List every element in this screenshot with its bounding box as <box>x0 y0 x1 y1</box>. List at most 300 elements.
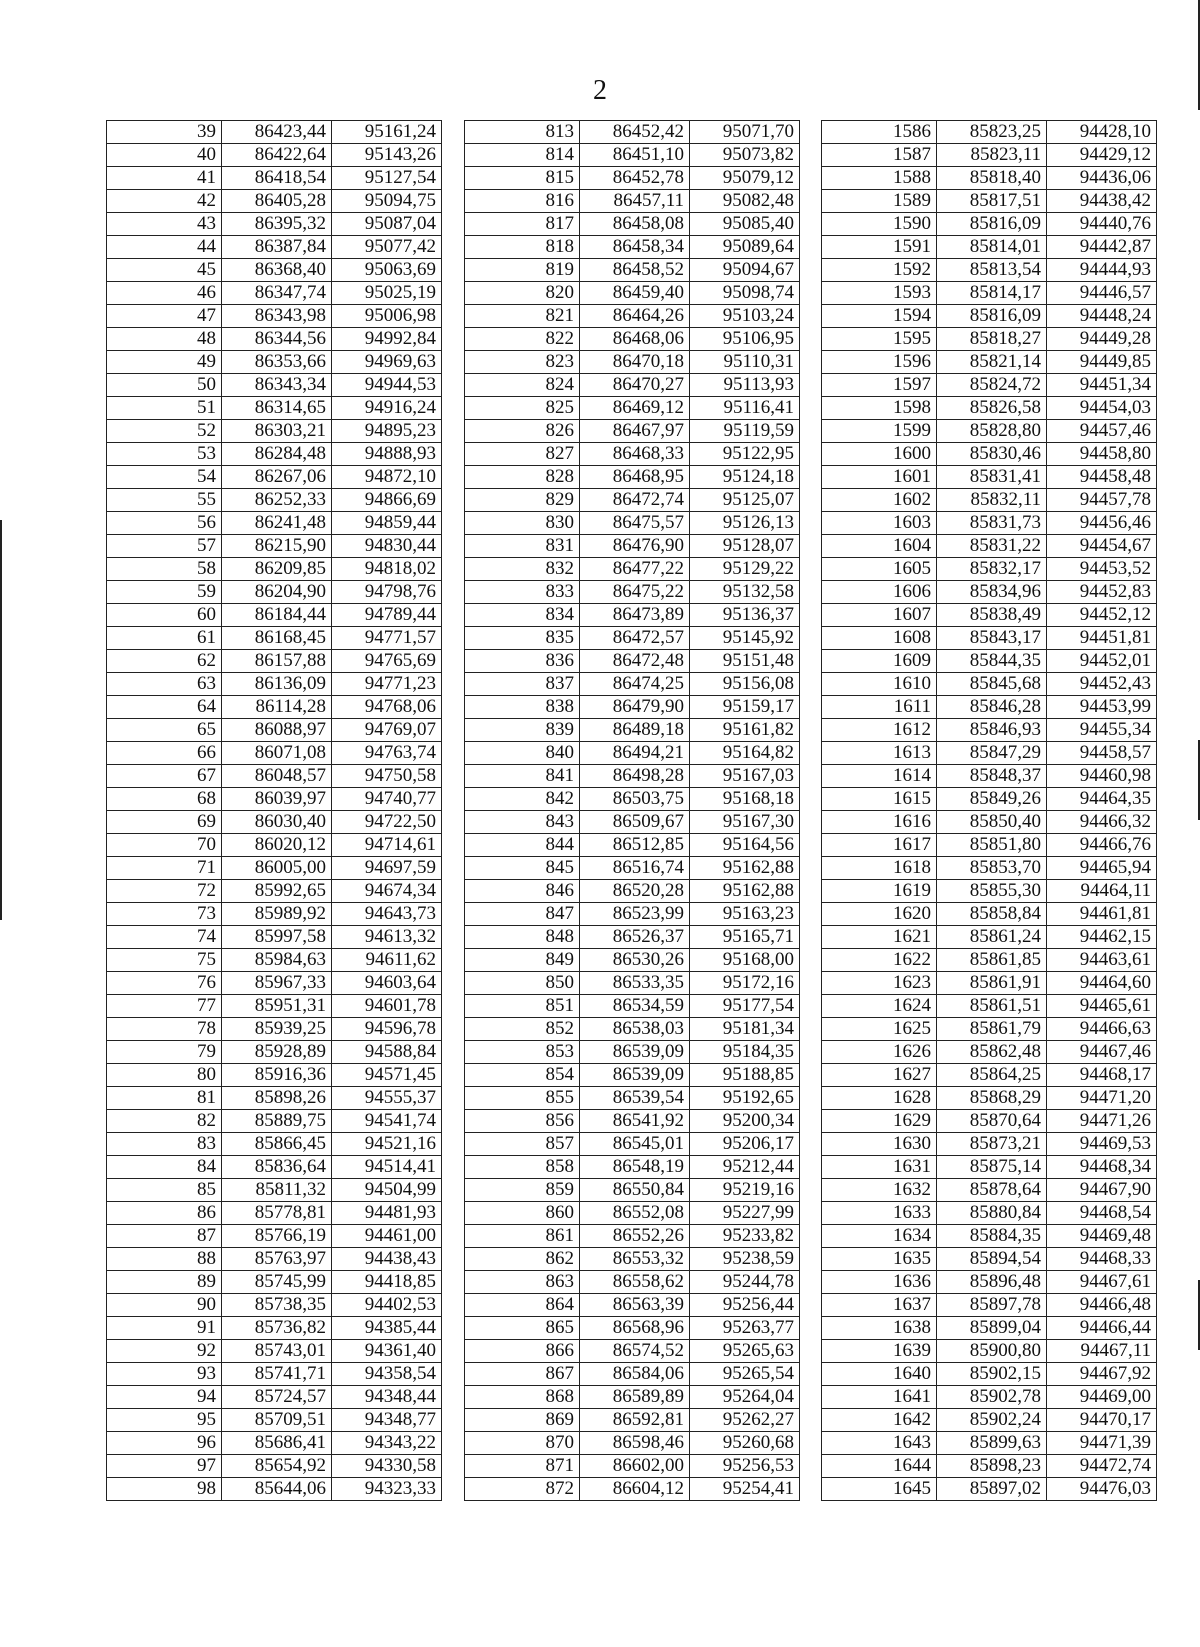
table-row <box>465 903 800 926</box>
x-coordinate-cell: 86498,28 <box>580 765 690 788</box>
point-number-cell: 43 <box>107 213 222 236</box>
x-coordinate-cell: 86136,09 <box>222 673 332 696</box>
y-coordinate-cell: 94768,06 <box>332 696 442 719</box>
x-coordinate-cell: 86468,95 <box>580 466 690 489</box>
x-coordinate-cell: 86209,85 <box>222 558 332 581</box>
y-coordinate-cell: 94471,20 <box>1047 1087 1157 1110</box>
y-coordinate-cell: 95006,98 <box>332 305 442 328</box>
point-number-cell: 80 <box>107 1064 222 1087</box>
x-coordinate-cell: 86470,27 <box>580 374 690 397</box>
y-coordinate-cell: 95151,48 <box>690 650 800 673</box>
table-row <box>465 673 800 696</box>
point-number-cell: 65 <box>107 719 222 742</box>
point-number-cell: 845 <box>465 857 580 880</box>
y-coordinate-cell: 94798,76 <box>332 581 442 604</box>
point-number-cell: 837 <box>465 673 580 696</box>
point-number-cell: 39 <box>107 121 222 144</box>
table-row <box>822 144 1157 167</box>
point-number-cell: 1605 <box>822 558 937 581</box>
point-number-cell: 1589 <box>822 190 937 213</box>
y-coordinate-cell: 94464,35 <box>1047 788 1157 811</box>
x-coordinate-cell: 85897,78 <box>937 1294 1047 1317</box>
point-number-cell: 863 <box>465 1271 580 1294</box>
x-coordinate-cell: 85843,17 <box>937 627 1047 650</box>
y-coordinate-cell: 95206,17 <box>690 1133 800 1156</box>
y-coordinate-cell: 94468,34 <box>1047 1156 1157 1179</box>
x-coordinate-cell: 85823,11 <box>937 144 1047 167</box>
table-row <box>465 558 800 581</box>
x-coordinate-cell: 85743,01 <box>222 1340 332 1363</box>
y-coordinate-cell: 95263,77 <box>690 1317 800 1340</box>
table-row <box>465 1317 800 1340</box>
table-row <box>822 972 1157 995</box>
point-number-cell: 79 <box>107 1041 222 1064</box>
x-coordinate-cell: 85811,32 <box>222 1179 332 1202</box>
x-coordinate-cell: 86539,09 <box>580 1064 690 1087</box>
table-row <box>107 1478 442 1501</box>
table-row <box>465 259 800 282</box>
point-number-cell: 81 <box>107 1087 222 1110</box>
table-row <box>822 650 1157 673</box>
table-row <box>822 1340 1157 1363</box>
x-coordinate-cell: 86548,19 <box>580 1156 690 1179</box>
point-number-cell: 1599 <box>822 420 937 443</box>
point-number-cell: 846 <box>465 880 580 903</box>
y-coordinate-cell: 94348,77 <box>332 1409 442 1432</box>
scan-edge-mark <box>0 520 2 920</box>
y-coordinate-cell: 94343,22 <box>332 1432 442 1455</box>
coordinates-table-2 <box>464 120 800 1501</box>
y-coordinate-cell: 95127,54 <box>332 167 442 190</box>
point-number-cell: 1590 <box>822 213 937 236</box>
point-number-cell: 813 <box>465 121 580 144</box>
point-number-cell: 871 <box>465 1455 580 1478</box>
x-coordinate-cell: 85897,02 <box>937 1478 1047 1501</box>
point-number-cell: 1586 <box>822 121 937 144</box>
x-coordinate-cell: 85817,51 <box>937 190 1047 213</box>
y-coordinate-cell: 95164,82 <box>690 742 800 765</box>
y-coordinate-cell: 95063,69 <box>332 259 442 282</box>
x-coordinate-cell: 86475,57 <box>580 512 690 535</box>
table-row <box>107 1133 442 1156</box>
x-coordinate-cell: 85894,54 <box>937 1248 1047 1271</box>
y-coordinate-cell: 94456,46 <box>1047 512 1157 535</box>
point-number-cell: 1597 <box>822 374 937 397</box>
x-coordinate-cell: 85736,82 <box>222 1317 332 1340</box>
point-number-cell: 41 <box>107 167 222 190</box>
x-coordinate-cell: 85846,93 <box>937 719 1047 742</box>
point-number-cell: 1635 <box>822 1248 937 1271</box>
x-coordinate-cell: 86574,52 <box>580 1340 690 1363</box>
point-number-cell: 1632 <box>822 1179 937 1202</box>
table-row <box>107 1317 442 1340</box>
table-row <box>822 995 1157 1018</box>
point-number-cell: 88 <box>107 1248 222 1271</box>
table-row <box>107 1432 442 1455</box>
x-coordinate-cell: 85967,33 <box>222 972 332 995</box>
table-row <box>107 282 442 305</box>
x-coordinate-cell: 86592,81 <box>580 1409 690 1432</box>
y-coordinate-cell: 95159,17 <box>690 696 800 719</box>
point-number-cell: 825 <box>465 397 580 420</box>
y-coordinate-cell: 94466,32 <box>1047 811 1157 834</box>
y-coordinate-cell: 95181,34 <box>690 1018 800 1041</box>
x-coordinate-cell: 85900,80 <box>937 1340 1047 1363</box>
y-coordinate-cell: 94771,57 <box>332 627 442 650</box>
y-coordinate-cell: 94467,46 <box>1047 1041 1157 1064</box>
point-number-cell: 82 <box>107 1110 222 1133</box>
y-coordinate-cell: 95227,99 <box>690 1202 800 1225</box>
x-coordinate-cell: 86473,89 <box>580 604 690 627</box>
table-row <box>465 1087 800 1110</box>
point-number-cell: 862 <box>465 1248 580 1271</box>
x-coordinate-cell: 86602,00 <box>580 1455 690 1478</box>
table-row <box>465 1386 800 1409</box>
table-row <box>465 765 800 788</box>
table-row <box>465 1409 800 1432</box>
x-coordinate-cell: 85902,78 <box>937 1386 1047 1409</box>
x-coordinate-cell: 86512,85 <box>580 834 690 857</box>
point-number-cell: 822 <box>465 328 580 351</box>
x-coordinate-cell: 86030,40 <box>222 811 332 834</box>
point-number-cell: 1631 <box>822 1156 937 1179</box>
y-coordinate-cell: 94436,06 <box>1047 167 1157 190</box>
x-coordinate-cell: 86343,34 <box>222 374 332 397</box>
table-row <box>822 926 1157 949</box>
y-coordinate-cell: 94451,81 <box>1047 627 1157 650</box>
y-coordinate-cell: 94452,83 <box>1047 581 1157 604</box>
point-number-cell: 95 <box>107 1409 222 1432</box>
x-coordinate-cell: 86474,25 <box>580 673 690 696</box>
point-number-cell: 69 <box>107 811 222 834</box>
point-number-cell: 1609 <box>822 650 937 673</box>
y-coordinate-cell: 94469,00 <box>1047 1386 1157 1409</box>
point-number-cell: 1608 <box>822 627 937 650</box>
x-coordinate-cell: 86520,28 <box>580 880 690 903</box>
y-coordinate-cell: 94452,01 <box>1047 650 1157 673</box>
x-coordinate-cell: 86241,48 <box>222 512 332 535</box>
table-row <box>822 351 1157 374</box>
y-coordinate-cell: 94771,23 <box>332 673 442 696</box>
x-coordinate-cell: 86489,18 <box>580 719 690 742</box>
y-coordinate-cell: 95110,31 <box>690 351 800 374</box>
point-number-cell: 53 <box>107 443 222 466</box>
x-coordinate-cell: 86541,92 <box>580 1110 690 1133</box>
x-coordinate-cell: 85861,85 <box>937 949 1047 972</box>
y-coordinate-cell: 94789,44 <box>332 604 442 627</box>
point-number-cell: 61 <box>107 627 222 650</box>
x-coordinate-cell: 86568,96 <box>580 1317 690 1340</box>
point-number-cell: 1620 <box>822 903 937 926</box>
y-coordinate-cell: 94944,53 <box>332 374 442 397</box>
table-row <box>107 489 442 512</box>
x-coordinate-cell: 85861,91 <box>937 972 1047 995</box>
table-row <box>107 443 442 466</box>
x-coordinate-cell: 85951,31 <box>222 995 332 1018</box>
x-coordinate-cell: 85832,11 <box>937 489 1047 512</box>
table-row <box>107 190 442 213</box>
point-number-cell: 77 <box>107 995 222 1018</box>
x-coordinate-cell: 85834,96 <box>937 581 1047 604</box>
x-coordinate-cell: 85984,63 <box>222 949 332 972</box>
x-coordinate-cell: 85861,24 <box>937 926 1047 949</box>
x-coordinate-cell: 86472,57 <box>580 627 690 650</box>
point-number-cell: 64 <box>107 696 222 719</box>
x-coordinate-cell: 85850,40 <box>937 811 1047 834</box>
point-number-cell: 821 <box>465 305 580 328</box>
y-coordinate-cell: 95254,41 <box>690 1478 800 1501</box>
x-coordinate-cell: 85898,26 <box>222 1087 332 1110</box>
x-coordinate-cell: 85896,48 <box>937 1271 1047 1294</box>
y-coordinate-cell: 95256,53 <box>690 1455 800 1478</box>
y-coordinate-cell: 95071,70 <box>690 121 800 144</box>
table-row <box>465 512 800 535</box>
y-coordinate-cell: 94458,80 <box>1047 443 1157 466</box>
x-coordinate-cell: 86303,21 <box>222 420 332 443</box>
x-coordinate-cell: 86526,37 <box>580 926 690 949</box>
table-row <box>465 1478 800 1501</box>
table-row <box>107 696 442 719</box>
x-coordinate-cell: 86452,42 <box>580 121 690 144</box>
point-number-cell: 824 <box>465 374 580 397</box>
point-number-cell: 819 <box>465 259 580 282</box>
point-number-cell: 1601 <box>822 466 937 489</box>
table-row <box>822 1317 1157 1340</box>
y-coordinate-cell: 94467,90 <box>1047 1179 1157 1202</box>
table-row <box>107 834 442 857</box>
point-number-cell: 1624 <box>822 995 937 1018</box>
table-row <box>822 305 1157 328</box>
table-row <box>465 1340 800 1363</box>
y-coordinate-cell: 94469,53 <box>1047 1133 1157 1156</box>
table-row <box>822 1363 1157 1386</box>
table-row <box>465 1156 800 1179</box>
point-number-cell: 1633 <box>822 1202 937 1225</box>
point-number-cell: 40 <box>107 144 222 167</box>
point-number-cell: 49 <box>107 351 222 374</box>
point-number-cell: 1610 <box>822 673 937 696</box>
point-number-cell: 60 <box>107 604 222 627</box>
x-coordinate-cell: 86516,74 <box>580 857 690 880</box>
y-coordinate-cell: 94454,67 <box>1047 535 1157 558</box>
y-coordinate-cell: 95122,95 <box>690 443 800 466</box>
point-number-cell: 1640 <box>822 1363 937 1386</box>
point-number-cell: 1626 <box>822 1041 937 1064</box>
x-coordinate-cell: 85745,99 <box>222 1271 332 1294</box>
y-coordinate-cell: 95082,48 <box>690 190 800 213</box>
x-coordinate-cell: 85884,35 <box>937 1225 1047 1248</box>
point-number-cell: 1594 <box>822 305 937 328</box>
table-row <box>822 788 1157 811</box>
point-number-cell: 840 <box>465 742 580 765</box>
y-coordinate-cell: 94463,61 <box>1047 949 1157 972</box>
y-coordinate-cell: 94916,24 <box>332 397 442 420</box>
y-coordinate-cell: 94464,11 <box>1047 880 1157 903</box>
x-coordinate-cell: 85851,80 <box>937 834 1047 857</box>
point-number-cell: 83 <box>107 1133 222 1156</box>
table-row <box>465 535 800 558</box>
x-coordinate-cell: 86314,65 <box>222 397 332 420</box>
x-coordinate-cell: 86405,28 <box>222 190 332 213</box>
x-coordinate-cell: 86157,88 <box>222 650 332 673</box>
y-coordinate-cell: 94438,42 <box>1047 190 1157 213</box>
point-number-cell: 1603 <box>822 512 937 535</box>
point-number-cell: 85 <box>107 1179 222 1202</box>
table-row <box>822 443 1157 466</box>
y-coordinate-cell: 94461,81 <box>1047 903 1157 926</box>
table-row <box>465 1248 800 1271</box>
x-coordinate-cell: 86387,84 <box>222 236 332 259</box>
x-coordinate-cell: 85873,21 <box>937 1133 1047 1156</box>
point-number-cell: 1591 <box>822 236 937 259</box>
table-row <box>465 1041 800 1064</box>
point-number-cell: 818 <box>465 236 580 259</box>
x-coordinate-cell: 85832,17 <box>937 558 1047 581</box>
x-coordinate-cell: 86347,74 <box>222 282 332 305</box>
table-row <box>107 719 442 742</box>
y-coordinate-cell: 94461,00 <box>332 1225 442 1248</box>
table-row <box>107 512 442 535</box>
point-number-cell: 864 <box>465 1294 580 1317</box>
table-row <box>107 420 442 443</box>
y-coordinate-cell: 94466,48 <box>1047 1294 1157 1317</box>
y-coordinate-cell: 94895,23 <box>332 420 442 443</box>
table-row <box>822 696 1157 719</box>
y-coordinate-cell: 95165,71 <box>690 926 800 949</box>
table-row <box>107 374 442 397</box>
y-coordinate-cell: 95087,04 <box>332 213 442 236</box>
point-number-cell: 1618 <box>822 857 937 880</box>
table-row <box>465 121 800 144</box>
point-number-cell: 1602 <box>822 489 937 512</box>
x-coordinate-cell: 86589,89 <box>580 1386 690 1409</box>
page-number: 2 <box>593 75 607 106</box>
table-row <box>465 167 800 190</box>
x-coordinate-cell: 86458,08 <box>580 213 690 236</box>
table-row <box>465 1271 800 1294</box>
y-coordinate-cell: 94466,76 <box>1047 834 1157 857</box>
table-row <box>107 1455 442 1478</box>
point-number-cell: 816 <box>465 190 580 213</box>
y-coordinate-cell: 95085,40 <box>690 213 800 236</box>
point-number-cell: 843 <box>465 811 580 834</box>
point-number-cell: 1642 <box>822 1409 937 1432</box>
table-row <box>822 627 1157 650</box>
point-number-cell: 1643 <box>822 1432 937 1455</box>
point-number-cell: 91 <box>107 1317 222 1340</box>
table-row <box>107 466 442 489</box>
x-coordinate-cell: 86464,26 <box>580 305 690 328</box>
point-number-cell: 70 <box>107 834 222 857</box>
y-coordinate-cell: 95126,13 <box>690 512 800 535</box>
point-number-cell: 858 <box>465 1156 580 1179</box>
x-coordinate-cell: 85818,40 <box>937 167 1047 190</box>
table-row <box>107 995 442 1018</box>
x-coordinate-cell: 86479,90 <box>580 696 690 719</box>
table-row <box>822 1110 1157 1133</box>
point-number-cell: 1639 <box>822 1340 937 1363</box>
point-number-cell: 868 <box>465 1386 580 1409</box>
point-number-cell: 848 <box>465 926 580 949</box>
x-coordinate-cell: 85849,26 <box>937 788 1047 811</box>
table-row <box>822 236 1157 259</box>
point-number-cell: 1637 <box>822 1294 937 1317</box>
table-row <box>822 949 1157 972</box>
x-coordinate-cell: 85830,46 <box>937 443 1047 466</box>
point-number-cell: 869 <box>465 1409 580 1432</box>
y-coordinate-cell: 95129,22 <box>690 558 800 581</box>
point-number-cell: 1598 <box>822 397 937 420</box>
x-coordinate-cell: 86598,46 <box>580 1432 690 1455</box>
x-coordinate-cell: 85814,17 <box>937 282 1047 305</box>
y-coordinate-cell: 94476,03 <box>1047 1478 1157 1501</box>
x-coordinate-cell: 86458,34 <box>580 236 690 259</box>
y-coordinate-cell: 95184,35 <box>690 1041 800 1064</box>
y-coordinate-cell: 95177,54 <box>690 995 800 1018</box>
table-row <box>465 305 800 328</box>
y-coordinate-cell: 95219,16 <box>690 1179 800 1202</box>
x-coordinate-cell: 86539,09 <box>580 1041 690 1064</box>
point-number-cell: 1638 <box>822 1317 937 1340</box>
table-row <box>822 489 1157 512</box>
y-coordinate-cell: 95168,00 <box>690 949 800 972</box>
table-row <box>107 1271 442 1294</box>
point-number-cell: 94 <box>107 1386 222 1409</box>
x-coordinate-cell: 86472,74 <box>580 489 690 512</box>
table-row <box>822 535 1157 558</box>
y-coordinate-cell: 94330,58 <box>332 1455 442 1478</box>
point-number-cell: 84 <box>107 1156 222 1179</box>
point-number-cell: 861 <box>465 1225 580 1248</box>
x-coordinate-cell: 86503,75 <box>580 788 690 811</box>
point-number-cell: 849 <box>465 949 580 972</box>
x-coordinate-cell: 86563,39 <box>580 1294 690 1317</box>
point-number-cell: 1592 <box>822 259 937 282</box>
x-coordinate-cell: 85823,25 <box>937 121 1047 144</box>
table-row <box>465 351 800 374</box>
table-row <box>822 1478 1157 1501</box>
table-row <box>107 1294 442 1317</box>
y-coordinate-cell: 94765,69 <box>332 650 442 673</box>
x-coordinate-cell: 86451,10 <box>580 144 690 167</box>
point-number-cell: 826 <box>465 420 580 443</box>
x-coordinate-cell: 85848,37 <box>937 765 1047 788</box>
point-number-cell: 76 <box>107 972 222 995</box>
y-coordinate-cell: 94555,37 <box>332 1087 442 1110</box>
y-coordinate-cell: 94468,17 <box>1047 1064 1157 1087</box>
point-number-cell: 835 <box>465 627 580 650</box>
y-coordinate-cell: 94514,41 <box>332 1156 442 1179</box>
table-row <box>107 650 442 673</box>
x-coordinate-cell: 86071,08 <box>222 742 332 765</box>
point-number-cell: 1612 <box>822 719 937 742</box>
table-row <box>465 1064 800 1087</box>
point-number-cell: 829 <box>465 489 580 512</box>
y-coordinate-cell: 95162,88 <box>690 880 800 903</box>
x-coordinate-cell: 85824,72 <box>937 374 1047 397</box>
coordinates-table-1 <box>106 120 442 1501</box>
point-number-cell: 844 <box>465 834 580 857</box>
y-coordinate-cell: 95172,16 <box>690 972 800 995</box>
point-number-cell: 1613 <box>822 742 937 765</box>
y-coordinate-cell: 95162,88 <box>690 857 800 880</box>
y-coordinate-cell: 94750,58 <box>332 765 442 788</box>
table-row <box>822 604 1157 627</box>
table-row <box>107 581 442 604</box>
y-coordinate-cell: 94521,16 <box>332 1133 442 1156</box>
point-number-cell: 841 <box>465 765 580 788</box>
table-row <box>465 742 800 765</box>
